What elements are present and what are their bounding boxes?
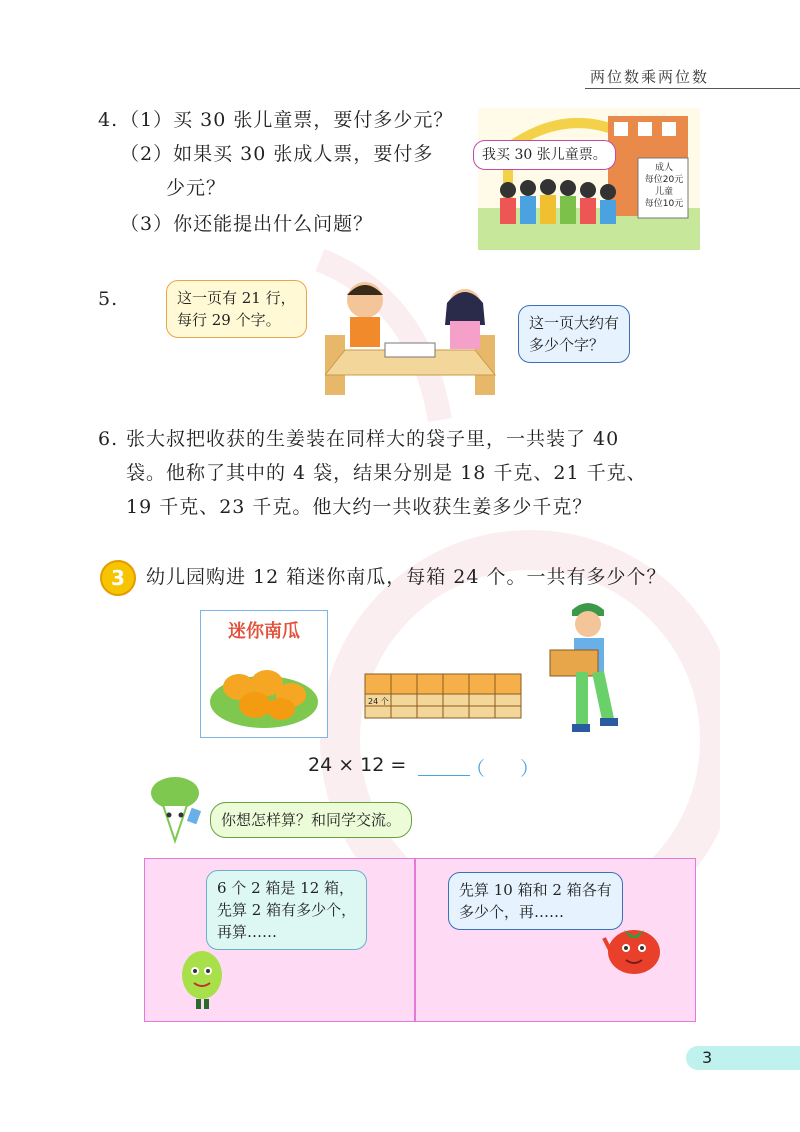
q5-right-line2: 多少个字？ xyxy=(529,336,605,354)
box-label: 24 个 xyxy=(368,697,389,706)
delivery-man-illustration xyxy=(548,600,626,736)
example3-question: 幼儿园购进 12 箱迷你南瓜，每箱 24 个。一共有多少个？ xyxy=(146,566,667,588)
example-number-badge: 3 xyxy=(100,560,136,596)
sign-child-price: 每位10元 xyxy=(644,199,684,209)
method-left-line1: 6 个 2 箱是 12 箱， xyxy=(217,879,355,897)
sign-adult-price: 每位20元 xyxy=(644,175,684,185)
q5-left-bubble xyxy=(166,280,307,338)
green-pepper-mascot xyxy=(176,945,228,1011)
method-left-line3: 再算…… xyxy=(217,923,278,941)
chapter-title: 两位数乘两位数 xyxy=(590,68,710,86)
ticket-price-sign xyxy=(638,162,690,210)
header-rule xyxy=(585,88,800,89)
q6-number: 6. xyxy=(98,428,119,450)
method-right-bubble xyxy=(448,872,623,930)
q4-part3: （3）你还能提出什么问题？ xyxy=(120,213,374,235)
unit-blank[interactable] xyxy=(492,755,520,777)
method-left-line2: 先算 2 箱有多少个， xyxy=(217,901,357,919)
q5-right-line1: 这一页大约有 xyxy=(529,314,620,332)
method-right-line1: 先算 10 箱和 2 箱各有 xyxy=(459,881,612,899)
page-number: 3 xyxy=(702,1048,713,1067)
two-students-reading-illustration xyxy=(325,275,505,397)
method-right-line2: 多少个，再…… xyxy=(459,903,565,921)
unit-paren-close: ） xyxy=(520,758,540,780)
think-bubble: 你想怎样算？和同学交流。 xyxy=(210,802,412,838)
q4-part1: （1）买 30 张儿童票，要付多少元？ xyxy=(120,109,454,131)
q5-left-line1: 这一页有 21 行， xyxy=(177,289,296,307)
methods-divider xyxy=(414,859,416,1021)
q4-speech-bubble: 我买 30 张儿童票。 xyxy=(473,140,616,170)
sign-adult: 成人 xyxy=(654,163,673,173)
q5-number: 5. xyxy=(98,288,119,310)
q4-part2-cont: 少元？ xyxy=(166,177,227,199)
q6-line1: 张大叔把收获的生姜装在同样大的袋子里，一共装了 40 xyxy=(126,428,620,450)
unit-paren-open: （ xyxy=(466,758,486,780)
q4-number: 4. xyxy=(98,109,119,131)
q4-part2: （2）如果买 30 张成人票，要付多 xyxy=(120,143,434,165)
method-left-bubble xyxy=(206,870,367,950)
pumpkin-photo xyxy=(209,647,319,729)
equation-text: 24 × 12 = xyxy=(308,754,407,776)
q5-right-bubble xyxy=(518,305,630,363)
q5-left-line2: 每行 29 个字。 xyxy=(177,311,281,329)
sign-child: 儿童 xyxy=(654,187,673,197)
mini-pumpkin-photo-card xyxy=(200,610,328,738)
mini-pumpkin-label: 迷你南瓜 xyxy=(228,621,300,642)
q6-line2: 袋。他称了其中的 4 袋，结果分别是 18 千克、21 千克、 xyxy=(126,462,647,484)
tomato-mascot xyxy=(598,918,668,980)
q6-line3: 19 千克、23 千克。他大约一共收获生姜多少千克？ xyxy=(126,496,593,518)
cabbage-mascot xyxy=(145,775,207,845)
answer-blank[interactable] xyxy=(418,775,470,776)
